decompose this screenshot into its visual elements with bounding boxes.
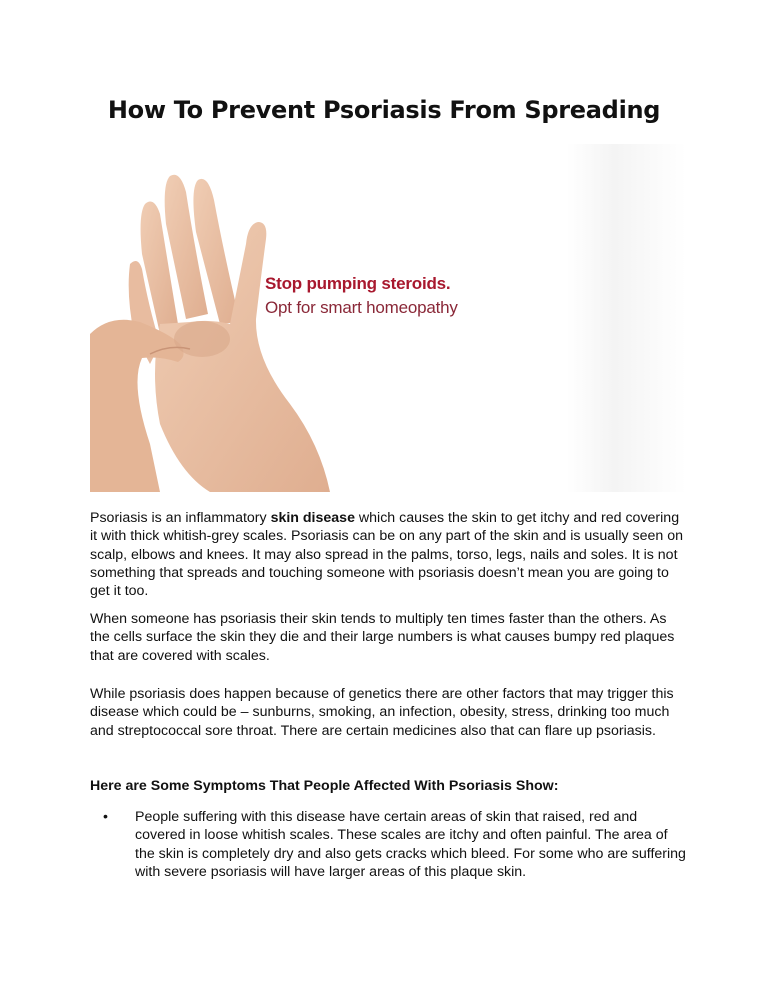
ad-headline: Stop pumping steroids.: [265, 274, 451, 293]
symptoms-heading: Here are Some Symptoms That People Affected With Psoriasis Show:: [90, 778, 559, 794]
bullet-icon: •: [103, 809, 108, 825]
symptoms-list: [90, 808, 690, 881]
symptom-text: People suffering with this disease have certain areas of skin that raised, red and covered in loose whitish scales. These scales are itchy and often painful. The area of the skin is completely dry and also gets cracks which bleed. For some who are suffering with severe psoriasis will have larger areas of this plaque skin.: [135, 809, 686, 880]
hands-illustration: [90, 144, 686, 492]
list-item: [90, 808, 690, 881]
paragraph-intro-start: Psoriasis is an inflammatory: [90, 510, 271, 526]
paragraph-intro-rest: which causes the skin to get itchy and red covering it with thick whitish-grey scales. Psoriasis can be on any part of the skin and is usually seen on scalp, elbows and knees. It may also spread in the palms, torso, legs, nails and soles. It is not something that spreads and touching someone with psoriasis doesn’t mean you are going to get it too.: [90, 510, 684, 600]
paragraph-intro: [90, 509, 690, 600]
skin-disease-bold: skin disease: [270, 510, 355, 526]
page-title: How To Prevent Psoriasis From Spreading: [107, 96, 661, 124]
ad-subheadline: Opt for smart homeopathy: [265, 298, 458, 317]
hero-image: [90, 144, 686, 492]
paragraph-multiply: When someone has psoriasis their skin tends to multiply ten times faster than the others. As the cells surface the skin they die and their large numbers is what causes bumpy red plaques that are covered with scales.: [90, 611, 675, 664]
paragraph-triggers: While psoriasis does happen because of genetics there are other factors that may trigger this disease which could be – sunburns, smoking, an infection, obesity, stress, drinking too much and streptococcal sore throat. There are certain medicines also that can flare up psoriasis.: [90, 686, 674, 739]
